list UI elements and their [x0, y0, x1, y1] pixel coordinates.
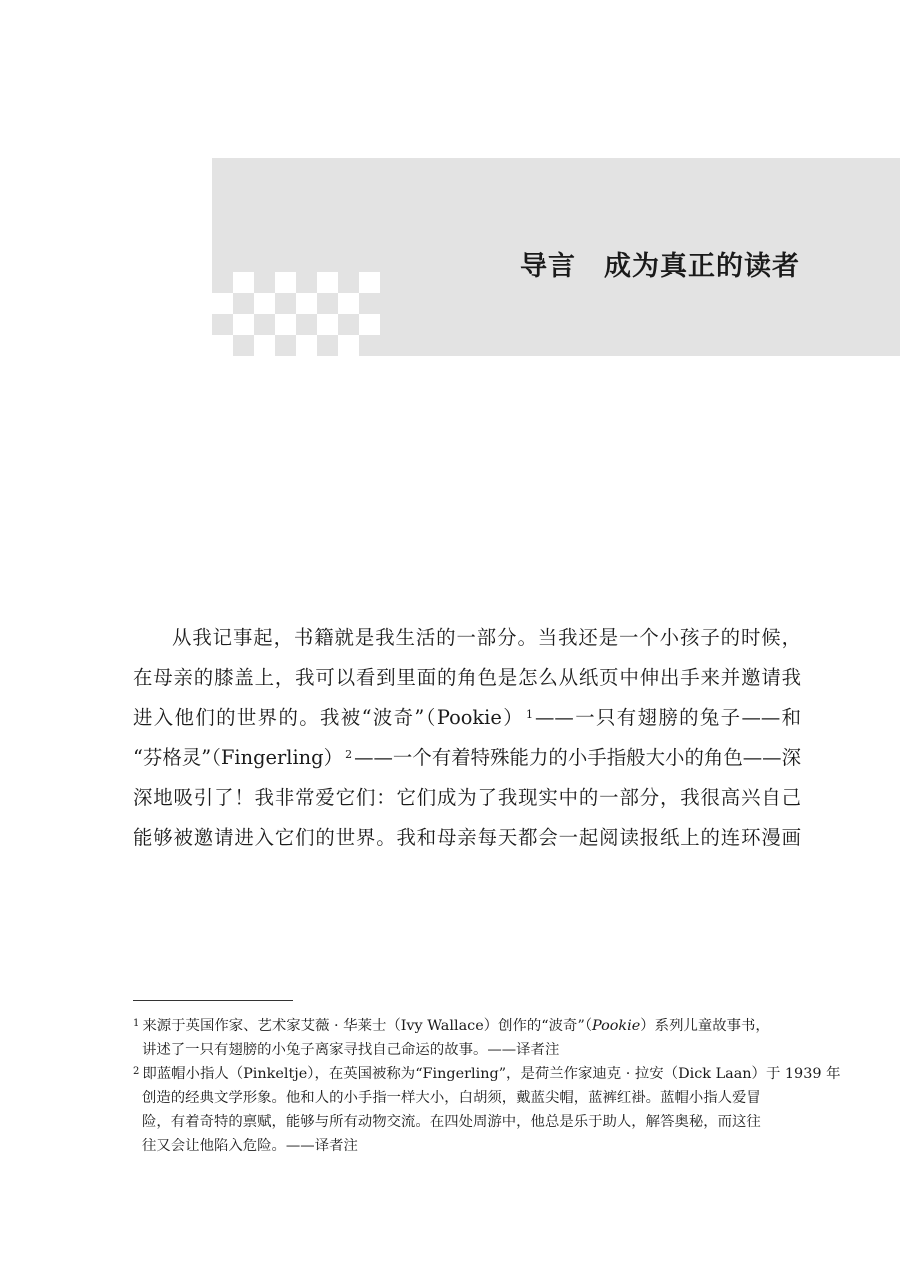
footnote-ref: 2	[345, 748, 353, 761]
body-line-part: ——一个有着特殊能力的小手指般大小的角色——深	[354, 746, 802, 769]
footnote-number: 1	[133, 1018, 140, 1029]
footnote-line: 讲述了一只有翅膀的小兔子离家寻找自己命运的故事。——译者注	[142, 1042, 560, 1058]
footnote-1	[133, 1014, 801, 1062]
body-paragraph	[133, 618, 801, 858]
body-line: 在母亲的膝盖上，我可以看到里面的角色是怎么从纸页中伸出手来并邀请我	[133, 666, 801, 689]
body-line	[133, 698, 801, 738]
body-line: 从我记事起，书籍就是我生活的一部分。当我还是一个小孩子的时候，	[172, 626, 801, 649]
footnote-2	[133, 1062, 841, 1158]
body-line: 深地吸引了！我非常爱它们：它们成为了我现实中的一部分，我很高兴自己	[133, 786, 801, 809]
body-line-part: 进入他们的世界的。我被“波奇”（Pookie）	[133, 706, 525, 729]
body-line: 能够被邀请进入它们的世界。我和母亲每天都会一起阅读报纸上的连环漫画	[133, 826, 801, 849]
chapter-label: 导言	[520, 251, 576, 282]
footnote-divider	[133, 1000, 293, 1001]
footnote-line	[133, 1014, 801, 1038]
footnote-line: 险，有着奇特的禀赋，能够与所有动物交流。在四处周游中，他总是乐于助人，解答奥秘，而这往	[142, 1114, 761, 1130]
footnote-line: 往又会让他陷入危险。——译者注	[142, 1138, 358, 1154]
footnote-line	[133, 1062, 841, 1086]
body-line	[133, 738, 801, 778]
footnote-ref: 1	[526, 708, 534, 721]
footnotes	[133, 1014, 841, 1158]
chapter-title-text: 成为真正的读者	[604, 251, 800, 282]
footnote-text: ）系列儿童故事书，	[640, 1018, 770, 1034]
chapter-title	[520, 244, 800, 283]
footnote-italic: Pookie	[592, 1018, 641, 1034]
footnote-line: 创造的经典文学形象。他和人的小手指一样大小，白胡须，戴蓝尖帽，蓝裤红褂。蓝帽小指人爱冒	[142, 1090, 761, 1106]
body-line-part: “芬格灵”（Fingerling）	[133, 746, 344, 769]
checker-pattern	[212, 272, 382, 356]
body-line-part: ——一只有翅膀的兔子——和	[535, 706, 801, 729]
footnote-text: 即蓝帽小指人（Pinkeltje），在英国被称为“Fingerling”，是荷兰作家迪克 · 拉安（Dick Laan）于 1939 年	[142, 1066, 841, 1082]
footnote-text: 来源于英国作家、艺术家艾薇 · 华莱士（Ivy Wallace）创作的“波奇”（	[142, 1018, 592, 1034]
footnote-number: 2	[133, 1066, 140, 1077]
